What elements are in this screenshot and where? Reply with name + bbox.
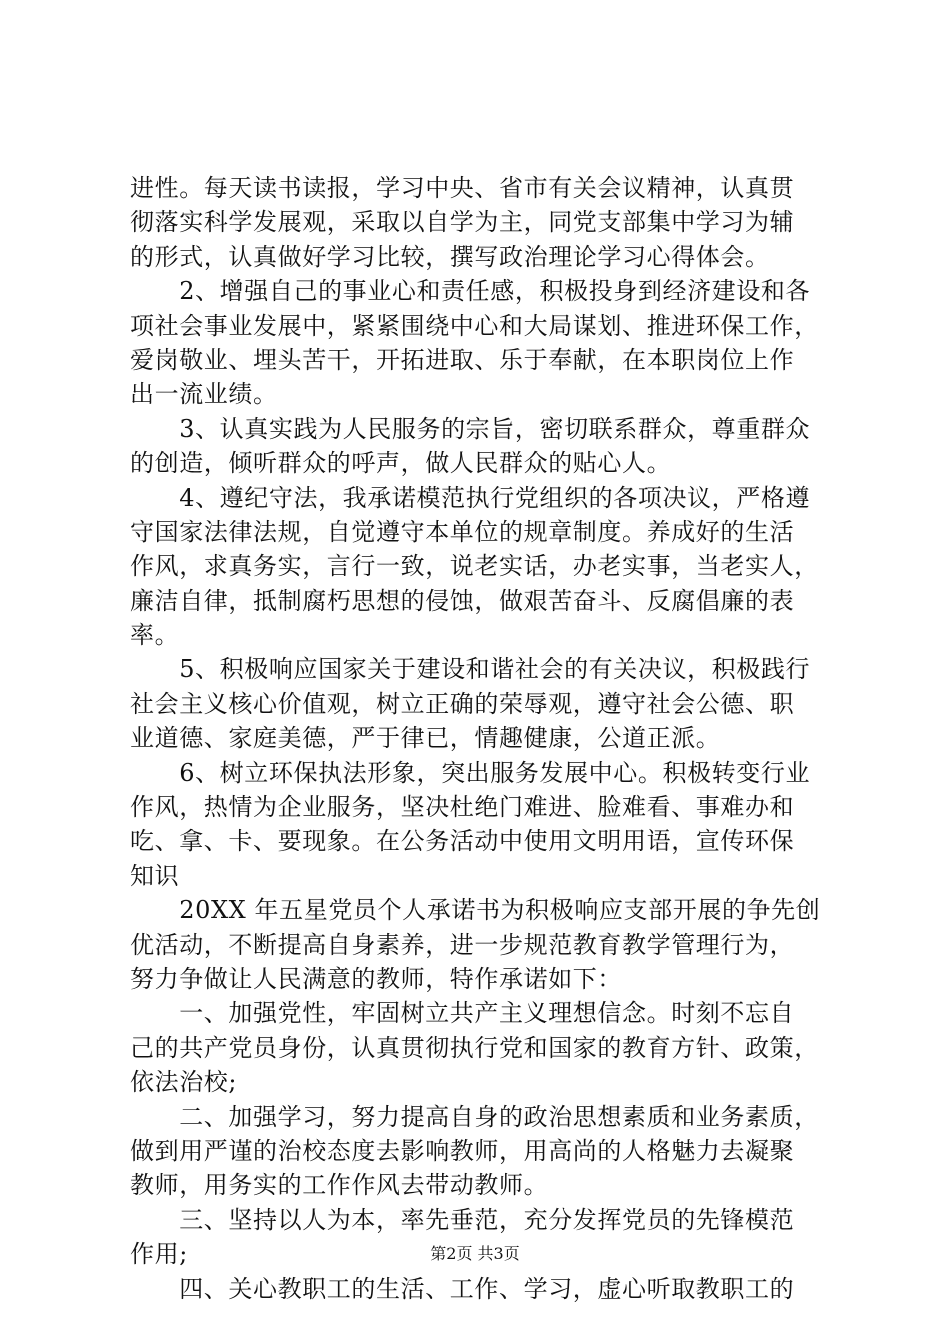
text-line: 进性。每天读书读报，学习中央、省市有关会议精神，认真贯 bbox=[130, 174, 795, 202]
text-line: 社会主义核心价值观，树立正确的荣辱观，遵守社会公德、职 bbox=[130, 689, 795, 718]
text-line: 一、加强党性，牢固树立共产主义理想信念。时刻不忘自 bbox=[130, 999, 795, 1028]
text-line: 己的共产党员身份，认真贯彻执行党和国家的教育方针、政策， bbox=[130, 1033, 819, 1062]
text-line: 教师，用务实的工作作风去带动教师。 bbox=[130, 1171, 549, 1200]
text-line: 廉洁自律，抵制腐朽思想的侵蚀，做艰苦奋斗、反腐倡廉的表 bbox=[130, 586, 795, 615]
text-line: 的创造，倾听群众的呼声，做人民群众的贴心人。 bbox=[130, 449, 672, 478]
document-body bbox=[130, 171, 830, 1306]
text-line: 努力争做让人民满意的教师，特作承诺如下： bbox=[130, 964, 622, 993]
text-line: 吃、拿、卡、要现象。在公务活动中使用文明用语，宣传环保 bbox=[130, 827, 795, 856]
page-footer: 第2页 共3页 bbox=[430, 1244, 520, 1263]
text-line: 2、增强自己的事业心和责任感，积极投身到经济建设和各 bbox=[130, 277, 811, 306]
text-line: 彻落实科学发展观，采取以自学为主，同党支部集中学习为辅 bbox=[130, 208, 795, 237]
text-line: 20XX 年五星党员个人承诺书为积极响应支部开展的争先创 bbox=[130, 896, 821, 925]
text-line: 6、树立环保执法形象，突出服务发展中心。积极转变行业 bbox=[130, 758, 811, 787]
text-line: 依法治校; bbox=[130, 1068, 238, 1097]
text-line: 守国家法律法规，自觉遵守本单位的规章制度。养成好的生活 bbox=[130, 517, 795, 546]
text-line: 的形式，认真做好学习比较，撰写政治理论学习心得体会。 bbox=[130, 242, 770, 271]
text-line: 四、关心教职工的生活、工作、学习，虚心听取教职工的 bbox=[130, 1274, 795, 1303]
text-line: 三、坚持以人为本，率先垂范，充分发挥党员的先锋模范 bbox=[130, 1205, 795, 1234]
text-line: 出一流业绩。 bbox=[130, 380, 278, 409]
text-line: 二、加强学习，努力提高自身的政治思想素质和业务素质， bbox=[130, 1102, 819, 1131]
text-line: 优活动，不断提高自身素养，进一步规范教育教学管理行为， bbox=[130, 930, 795, 959]
text-line: 知识 bbox=[130, 861, 180, 890]
text-line: 做到用严谨的治校态度去影响教师，用高尚的人格魅力去凝聚 bbox=[130, 1136, 795, 1165]
text-line: 5、积极响应国家关于建设和谐社会的有关决议，积极践行 bbox=[130, 655, 811, 684]
text-line: 业道德、家庭美德，严于律已，情趣健康，公道正派。 bbox=[130, 724, 721, 753]
text-line: 作风，求真务实，言行一致，说老实话，办老实事，当老实人， bbox=[130, 552, 819, 581]
text-line: 爱岗敬业、埋头苦干，开拓进取、乐于奉献，在本职岗位上作 bbox=[130, 345, 795, 374]
text-line: 作用; bbox=[130, 1240, 188, 1269]
text-line: 4、遵纪守法，我承诺模范执行党组织的各项决议，严格遵 bbox=[130, 483, 811, 512]
text-line: 作风，热情为企业服务，坚决杜绝门难进、脸难看、事难办和 bbox=[130, 793, 795, 822]
text-line: 3、认真实践为人民服务的宗旨，密切联系群众，尊重群众 bbox=[130, 414, 811, 443]
text-line: 率。 bbox=[130, 621, 180, 650]
text-line: 项社会事业发展中，紧紧围绕中心和大局谋划、推进环保工作， bbox=[130, 311, 819, 340]
